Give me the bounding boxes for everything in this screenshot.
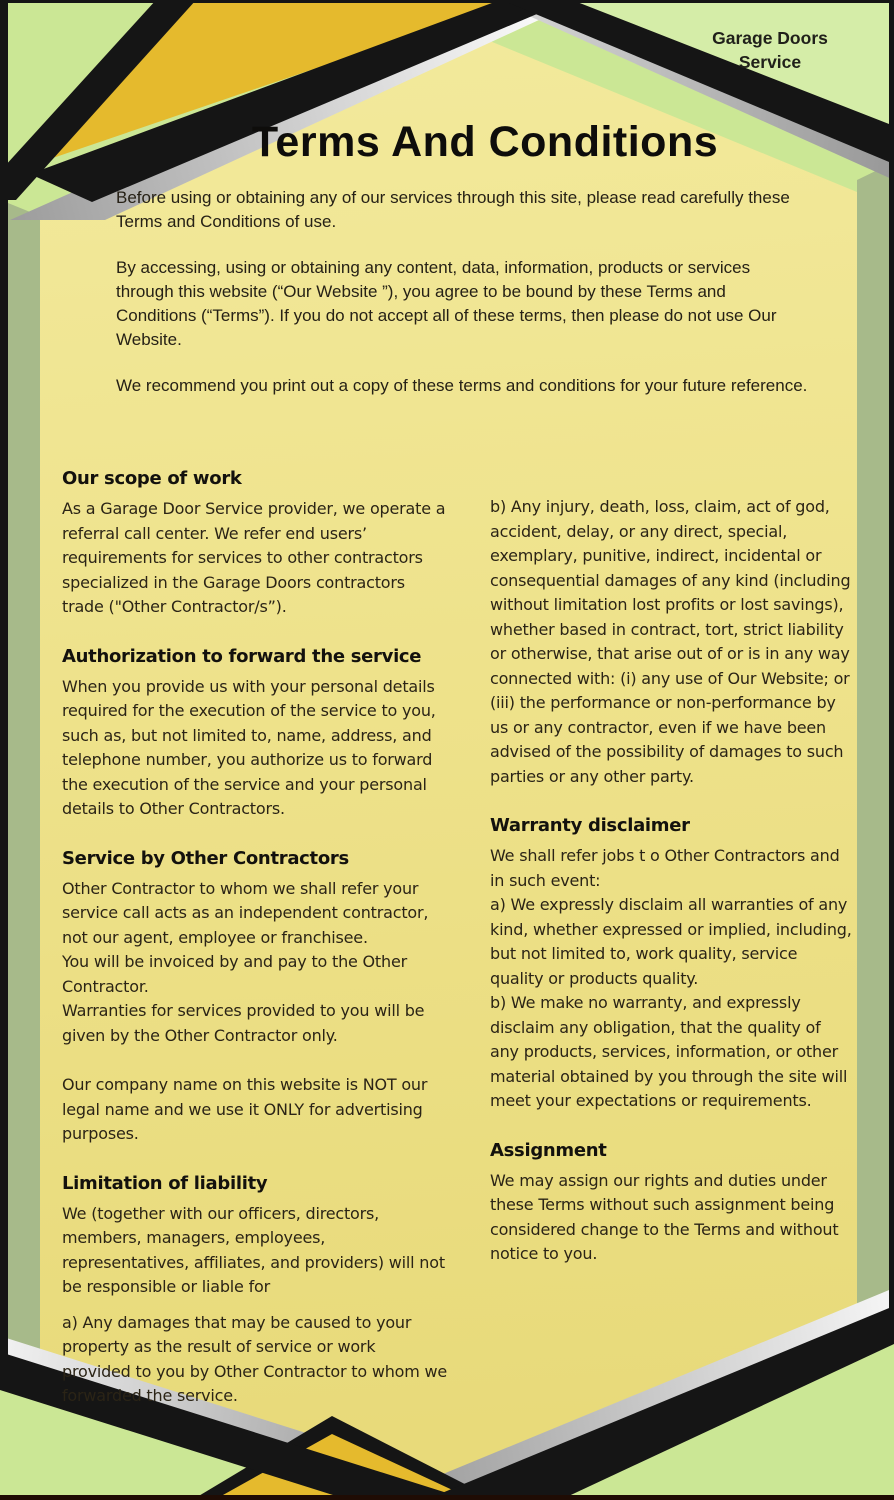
brand-logo-text [680,26,860,74]
section-heading: Service by Other Contractors [62,847,349,869]
section-paragraph: Other Contractor to whom we shall refer your service call acts as an independent contractor, not our agent, employee or franchisee. [62,878,429,947]
section-paragraph: We (together with our officers, directors, members, managers, employees, representatives, affiliates, and providers) will not be responsible or liable for [62,1203,445,1296]
terms-section [490,1140,854,1267]
intro-paragraphs [116,186,808,421]
page-title: Terms And Conditions [251,118,719,166]
section-paragraph: b) We make no warranty, and expressly disclaim any obligation, that the quality of any products, services, information, or other material obtained by you through the site will meet your expectations or requirements. [490,993,848,1110]
brand-line1: Garage Doors [712,28,828,48]
section-paragraph: Warranties for services provided to you will be given by the Other Contractor only. [62,1001,425,1045]
section-paragraph: b) Any injury, death, loss, claim, act of god, accident, delay, or any direct, special, exemplary, punitive, indirect, incidental or consequential damages of any kind (including without limitation lost profits or lost savings), whether based in contract, tort, strict liability or otherwise, that arise out of or is in any way connected with: (i) any use of Our Website; or (iii) the performance or non-performance by us or any contractor, even if we have been advised of the possibility of damages to such parties or any other party. [490,497,851,786]
terms-section [62,1173,448,1409]
terms-section [62,848,448,1147]
section-paragraph: We may assign our rights and duties under these Terms without such assignment being considered change to the Terms and without notice to you. [490,1170,839,1263]
left-edge-line [0,0,8,1358]
section-heading: Warranty disclaimer [490,815,690,836]
terms-section [62,468,448,620]
left-column [62,468,448,1409]
section-paragraph: Our company name on this website is NOT our legal name and we use it ONLY for advertising purposes. [62,1075,428,1143]
terms-section [62,646,448,822]
terms-section [490,815,854,1114]
section-heading: Our scope of work [62,468,242,489]
section-paragraph: When you provide us with your personal details required for the execution of the service to you, such as, but not limited to, name, address, and telephone number, you authorize us to forward the execution of the service and your personal details to Other Contractors. [62,676,436,818]
section-paragraph: As a Garage Door Service provider, we operate a referral call center. We refer end users’ requirements for services to other contractors specialized in the Garage Doors contractors trade ("Other Contractor/s”). [62,499,446,616]
intro-paragraph: By accessing, using or obtaining any content, data, information, products or services through this website (“Our Website ”), you agree to be bound by these Terms and Conditions (“Terms”). If you do not accept all of these terms, then please do not use Our Website. [116,258,777,349]
intro-paragraph: We recommend you print out a copy of these terms and conditions for your future reference. [116,376,808,396]
section-heading: Limitation of liability [62,1172,268,1194]
intro-paragraph: Before using or obtaining any of our services through this site, please read carefully these Terms and Conditions of use. [116,188,790,231]
section-paragraph: a) We expressly disclaim all warranties of any kind, whether expressed or implied, including, but not limited to, work quality, service quality or products quality. [490,895,852,988]
terms-columns [62,468,854,1409]
right-column [490,468,854,1409]
section-heading: Assignment [490,1139,607,1161]
bottom-edge-line [0,1495,894,1500]
top-edge-line [0,0,894,3]
section-paragraph: We shall refer jobs t o Other Contractors and in such event: [490,846,840,890]
terms-section [490,495,854,789]
brand-line2: Service [738,52,802,73]
section-paragraph: You will be invoiced by and pay to the Other Contractor. [62,952,407,996]
section-heading: Authorization to forward the service [62,645,422,667]
right-edge-line [889,0,894,1312]
section-paragraph: a) Any damages that may be caused to your property as the result of service or work provided to you by Other Contractor to whom we forwarded the service. [62,1312,448,1405]
